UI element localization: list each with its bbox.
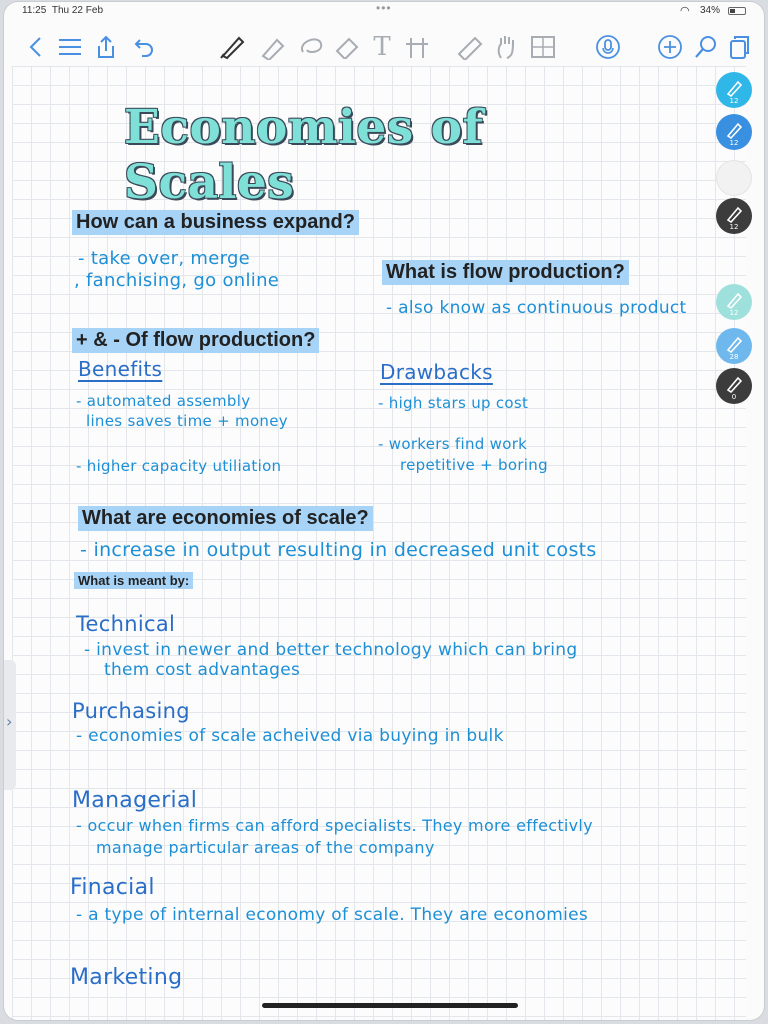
pen-size: 28 (729, 353, 739, 361)
question-economies-of-scale: What are economies of scale? (78, 506, 373, 531)
home-indicator[interactable] (262, 1003, 518, 1008)
pen-preset-1[interactable] (716, 72, 752, 108)
multitasking-dots[interactable]: ••• (376, 2, 392, 15)
text-icon[interactable]: T (373, 32, 391, 62)
pen-icon (725, 79, 743, 97)
managerial-line1: - occur when firms can afford specialists. They more effectivly (76, 816, 593, 835)
ruler-icon[interactable] (454, 32, 484, 62)
financial-heading: Finacial (70, 875, 155, 900)
technical-line1: - invest in newer and better technology which can bring (84, 640, 578, 660)
pen-size: 0 (731, 393, 737, 401)
purchasing-heading: Purchasing (72, 699, 190, 723)
pen-preset-7[interactable] (716, 368, 752, 404)
answer-economies-of-scale: - increase in output resulting in decreased unit costs (80, 539, 597, 561)
pen-preset-6[interactable] (716, 328, 752, 364)
pen-preset-5[interactable] (716, 284, 752, 320)
drawback-2-line2: repetitive + boring (400, 456, 548, 474)
pen-preset-2[interactable] (716, 114, 752, 150)
drawback-1: - high stars up cost (378, 394, 529, 412)
pen-size: 12 (729, 97, 739, 105)
financial-line1: - a type of internal economy of scale. They are economies (76, 905, 589, 925)
what-is-meant-by: What is meant by: (74, 572, 193, 589)
drawbacks-heading: Drawbacks (380, 360, 493, 384)
question-pros-cons: + & - Of flow production? (72, 328, 319, 353)
status-bar (4, 4, 764, 18)
shapes-icon[interactable] (402, 32, 432, 62)
question-expand: How can a business expand? (72, 210, 359, 235)
benefit-1-line1: - automated assembly (76, 392, 251, 410)
benefit-2: - higher capacity utiliation (76, 457, 282, 475)
toolbar (4, 26, 764, 70)
pen-icon[interactable] (218, 32, 248, 62)
pen-icon (725, 335, 743, 353)
status-time: 11:25 Thu 22 Feb (22, 5, 104, 16)
undo-icon[interactable] (132, 32, 156, 62)
drawback-2-line1: - workers find work (378, 435, 528, 453)
share-icon[interactable] (94, 32, 118, 62)
pen-icon (725, 167, 743, 185)
technical-heading: Technical (76, 612, 176, 636)
thumbnails-icon[interactable] (56, 32, 84, 62)
pen-icon (725, 121, 743, 139)
search-icon[interactable] (692, 32, 720, 62)
app-window (4, 2, 764, 1020)
pen-size: 12 (729, 139, 739, 147)
wifi-icon: ◠ (680, 5, 690, 17)
microphone-icon[interactable] (594, 32, 622, 62)
pages-icon[interactable] (726, 32, 754, 62)
highlighter-icon[interactable] (258, 32, 288, 62)
technical-line2: them cost advantages (104, 660, 301, 680)
pen-icon (725, 205, 743, 223)
answer-expand-line1: - take over, merge (78, 248, 251, 269)
image-icon[interactable] (528, 32, 558, 62)
pen-icon (725, 291, 743, 309)
pen-preset-3[interactable] (716, 160, 752, 196)
hand-icon[interactable] (492, 32, 522, 62)
eraser-icon[interactable] (332, 32, 362, 62)
pen-icon (725, 375, 743, 393)
pen-size: 12 (729, 309, 739, 317)
note-title: Economies of Scales (124, 100, 484, 210)
add-icon[interactable] (656, 32, 684, 62)
purchasing-line1: - economies of scale acheived via buying in bulk (76, 726, 504, 746)
back-icon[interactable] (24, 32, 46, 62)
marketing-heading: Marketing (70, 965, 183, 990)
answer-expand-line2: , fanchising, go online (74, 270, 280, 291)
battery-icon (728, 7, 746, 15)
answer-flow-production: - also know as continuous product (386, 298, 687, 318)
battery-percentage: 34% (700, 5, 721, 16)
benefits-heading: Benefits (78, 357, 163, 381)
question-flow-production: What is flow production? (382, 260, 629, 285)
lasso-icon[interactable] (296, 32, 326, 62)
managerial-heading: Managerial (72, 788, 198, 813)
benefit-1-line2: lines saves time + money (86, 412, 288, 430)
pen-size: 12 (729, 223, 739, 231)
expand-arrow-icon[interactable]: › (6, 712, 13, 731)
managerial-line2: manage particular areas of the company (96, 838, 435, 857)
pen-preset-4[interactable] (716, 198, 752, 234)
